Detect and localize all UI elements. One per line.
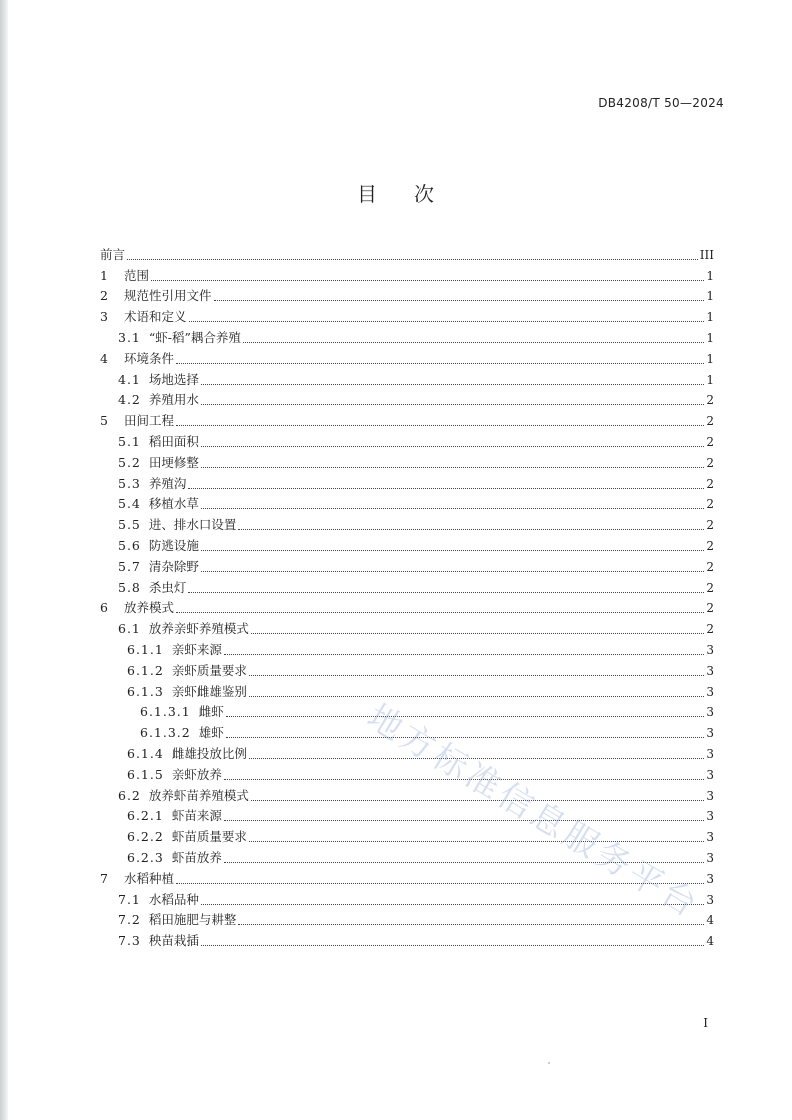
toc-entry[interactable]	[100, 492, 714, 513]
toc-leader-dots	[226, 716, 705, 717]
toc-entry[interactable]	[100, 367, 714, 388]
toc-entry-number: 6.1.2	[127, 662, 164, 678]
toc-entry-label: 放养虾苗养殖模式	[148, 787, 249, 803]
toc-entry-number: 5.3	[118, 475, 141, 491]
toc-entry-page: 3	[706, 642, 714, 657]
toc-entry-number: 6.2.2	[127, 829, 164, 845]
toc-title-left: 目	[357, 182, 378, 206]
table-of-contents	[100, 242, 714, 949]
toc-leader-dots	[224, 779, 705, 780]
toc-leader-dots	[249, 675, 705, 676]
toc-entry[interactable]	[100, 804, 714, 825]
toc-entry[interactable]	[100, 263, 714, 284]
toc-entry-number: 6.1.3	[127, 683, 164, 699]
toc-entry[interactable]	[100, 908, 714, 929]
toc-entry[interactable]	[100, 575, 714, 596]
toc-leader-dots	[176, 612, 704, 613]
toc-entry-page: 1	[706, 289, 714, 304]
toc-entry[interactable]	[100, 762, 714, 783]
toc-entry[interactable]	[100, 783, 714, 804]
toc-entry-page: 1	[706, 330, 714, 345]
toc-leader-dots	[243, 342, 704, 343]
toc-entry-number: 6	[100, 600, 109, 616]
toc-entry-label: 放养模式	[124, 600, 175, 616]
toc-entry-number: 4.1	[118, 371, 141, 387]
toc-entry[interactable]	[100, 616, 714, 637]
toc-entry-page: 3	[706, 892, 714, 907]
toc-entry[interactable]	[100, 637, 714, 658]
toc-entry-label: 虾苗质量要求	[171, 829, 247, 845]
toc-entry-number: 7.3	[118, 933, 141, 949]
toc-entry-number: 6.1	[118, 621, 141, 637]
toc-entry-label: 田间工程	[124, 413, 175, 429]
toc-entry-number: 5.8	[118, 579, 141, 595]
toc-leader-dots	[201, 508, 704, 509]
toc-leader-dots	[127, 259, 698, 260]
toc-entry-label: 移植水草	[148, 496, 199, 512]
toc-entry-page: 3	[706, 705, 714, 720]
toc-leader-dots	[224, 820, 705, 821]
toc-entry-label: 雄虾	[198, 725, 224, 741]
toc-entry-label: 虾苗放养	[171, 849, 222, 865]
toc-entry-page: 2	[706, 622, 714, 637]
toc-entry[interactable]	[100, 866, 714, 887]
toc-entry-page: 3	[706, 788, 714, 803]
toc-leader-dots	[201, 904, 704, 905]
toc-entry-page: 2	[706, 559, 714, 574]
toc-entry-page: 2	[706, 476, 714, 491]
page-number: I	[703, 1016, 708, 1030]
toc-entry[interactable]	[100, 824, 714, 845]
toc-entry[interactable]	[100, 388, 714, 409]
toc-entry-label: 环境条件	[124, 350, 175, 366]
toc-entry-label: 杀虫灯	[148, 579, 187, 595]
toc-leader-dots	[201, 550, 704, 551]
toc-entry-page: 4	[706, 913, 714, 928]
toc-entry-page: 3	[706, 726, 714, 741]
toc-entry[interactable]	[100, 242, 714, 263]
toc-entry-number: 5.1	[118, 433, 141, 449]
toc-entry[interactable]	[100, 512, 714, 533]
toc-leader-dots	[188, 488, 704, 489]
toc-entry-label: 亲虾质量要求	[171, 662, 247, 678]
toc-entry[interactable]	[100, 887, 714, 908]
toc-entry-number: 5	[100, 413, 109, 429]
toc-entry-label: 前言	[100, 246, 126, 262]
toc-entry-number: 7.2	[118, 912, 141, 928]
toc-leader-dots	[151, 280, 704, 281]
toc-leader-dots	[201, 384, 704, 385]
toc-entry-page: 2	[706, 497, 714, 512]
document-code: DB4208/T 50—2024	[598, 96, 724, 110]
toc-leader-dots	[214, 300, 705, 301]
toc-entry-label: 养殖用水	[148, 392, 199, 408]
toc-entry[interactable]	[100, 450, 714, 471]
toc-entry-number: 5.5	[118, 517, 141, 533]
toc-entry[interactable]	[100, 658, 714, 679]
toc-entry-page: III	[699, 247, 714, 262]
toc-entry-number: 5.6	[118, 537, 141, 553]
toc-entry-number: 4.2	[118, 392, 141, 408]
toc-entry-page: 2	[706, 434, 714, 449]
toc-entry-number: 6.2.3	[127, 849, 164, 865]
toc-title	[0, 178, 792, 207]
toc-entry-page: 3	[706, 871, 714, 886]
toc-entry[interactable]	[100, 741, 714, 762]
toc-leader-dots	[251, 633, 704, 634]
toc-entry-label: 雌雄投放比例	[171, 745, 247, 761]
toc-entry[interactable]	[100, 700, 714, 721]
toc-leader-dots	[238, 529, 704, 530]
toc-entry-label: 术语和定义	[124, 309, 187, 325]
toc-entry-label: 亲虾雌雄鉴别	[171, 683, 247, 699]
toc-entry-page: 4	[706, 934, 714, 949]
toc-entry-label: 规范性引用文件	[124, 288, 212, 304]
toc-entry-page: 2	[706, 393, 714, 408]
toc-entry-label: 水稻种植	[124, 870, 175, 886]
toc-leader-dots	[238, 924, 704, 925]
toc-leader-dots	[201, 467, 704, 468]
toc-entry-label: “虾-稻”耦合养殖	[148, 329, 241, 345]
toc-entry-label: 亲虾来源	[171, 641, 222, 657]
toc-entry-label: 田埂修整	[148, 454, 199, 470]
toc-entry-label: 稻田面积	[148, 433, 199, 449]
toc-entry-page: 3	[706, 684, 714, 699]
toc-entry-page: 3	[706, 830, 714, 845]
toc-entry[interactable]	[100, 304, 714, 325]
toc-entry-page: 3	[706, 809, 714, 824]
toc-entry-label: 雌虾	[198, 704, 224, 720]
toc-entry[interactable]	[100, 325, 714, 346]
toc-entry-page: 2	[706, 601, 714, 616]
toc-leader-dots	[224, 654, 705, 655]
toc-entry-page: 3	[706, 746, 714, 761]
toc-entry-page: 3	[706, 663, 714, 678]
toc-leader-dots	[224, 862, 705, 863]
toc-entry-number: 7.1	[118, 891, 141, 907]
toc-entry-page: 2	[706, 518, 714, 533]
toc-leader-dots	[249, 841, 705, 842]
toc-leader-dots	[189, 321, 705, 322]
toc-entry[interactable]	[100, 429, 714, 450]
toc-entry-number: 7	[100, 870, 109, 886]
toc-entry-page: 2	[706, 414, 714, 429]
toc-entry[interactable]	[100, 845, 714, 866]
toc-entry-number: 6.1.5	[127, 766, 164, 782]
toc-entry-page: 1	[706, 372, 714, 387]
toc-entry-number: 5.2	[118, 454, 141, 470]
toc-entry-page: 2	[706, 455, 714, 470]
toc-entry-page: 3	[706, 850, 714, 865]
toc-leader-dots	[176, 425, 704, 426]
toc-leader-dots	[176, 883, 704, 884]
toc-leader-dots	[201, 446, 704, 447]
toc-entry[interactable]	[100, 284, 714, 305]
toc-entry-label: 进、排水口设置	[148, 517, 237, 533]
toc-entry-number: 6.1.4	[127, 745, 164, 761]
toc-entry-number: 6.1.3.2	[140, 725, 191, 741]
toc-entry-number: 3	[100, 309, 109, 325]
toc-leader-dots	[176, 363, 704, 364]
toc-leader-dots	[226, 737, 705, 738]
toc-entry[interactable]	[100, 596, 714, 617]
toc-entry-label: 水稻品种	[148, 891, 199, 907]
toc-leader-dots	[249, 696, 705, 697]
toc-entry-number: 1	[100, 267, 109, 283]
toc-entry-number: 6.1.3.1	[140, 704, 191, 720]
toc-entry-page: 1	[706, 351, 714, 366]
toc-entry[interactable]	[100, 346, 714, 367]
toc-entry-page: 1	[706, 268, 714, 283]
toc-entry-page: 3	[706, 767, 714, 782]
toc-entry-label: 秧苗栽插	[148, 933, 199, 949]
toc-entry[interactable]	[100, 408, 714, 429]
toc-leader-dots	[251, 800, 704, 801]
watermark: 地方标准信息服务平台	[360, 696, 707, 927]
toc-entry-label: 防逃设施	[148, 537, 199, 553]
toc-entry-label: 范围	[124, 267, 150, 283]
toc-entry-page: 1	[706, 310, 714, 325]
toc-entry-label: 养殖沟	[148, 475, 187, 491]
toc-entry-page: 2	[706, 538, 714, 553]
toc-leader-dots	[188, 592, 704, 593]
toc-entry-number: 2	[100, 288, 109, 304]
toc-entry[interactable]	[100, 471, 714, 492]
toc-entry[interactable]	[100, 720, 714, 741]
scan-speck	[548, 1062, 550, 1064]
toc-entry-number: 6.1.1	[127, 641, 164, 657]
toc-entry-label: 稻田施肥与耕整	[148, 912, 237, 928]
toc-entry[interactable]	[100, 554, 714, 575]
toc-leader-dots	[249, 758, 705, 759]
toc-entry-label: 场地选择	[148, 371, 199, 387]
toc-entry[interactable]	[100, 928, 714, 949]
toc-entry-label: 清杂除野	[148, 558, 199, 574]
toc-entry-number: 5.4	[118, 496, 141, 512]
toc-title-right: 次	[414, 182, 435, 206]
toc-entry[interactable]	[100, 533, 714, 554]
toc-entry-label: 放养亲虾养殖模式	[148, 621, 249, 637]
toc-leader-dots	[201, 571, 704, 572]
toc-leader-dots	[201, 945, 704, 946]
toc-entry-label: 亲虾放养	[171, 766, 222, 782]
toc-entry-number: 6.2.1	[127, 808, 164, 824]
toc-entry-number: 5.7	[118, 558, 141, 574]
toc-entry-number: 3.1	[118, 329, 141, 345]
toc-leader-dots	[201, 404, 704, 405]
toc-entry-number: 6.2	[118, 787, 141, 803]
toc-entry-number: 4	[100, 350, 109, 366]
toc-entry[interactable]	[100, 679, 714, 700]
scan-page-edge	[0, 0, 8, 1120]
toc-entry-label: 虾苗来源	[171, 808, 222, 824]
toc-entry-page: 2	[706, 580, 714, 595]
